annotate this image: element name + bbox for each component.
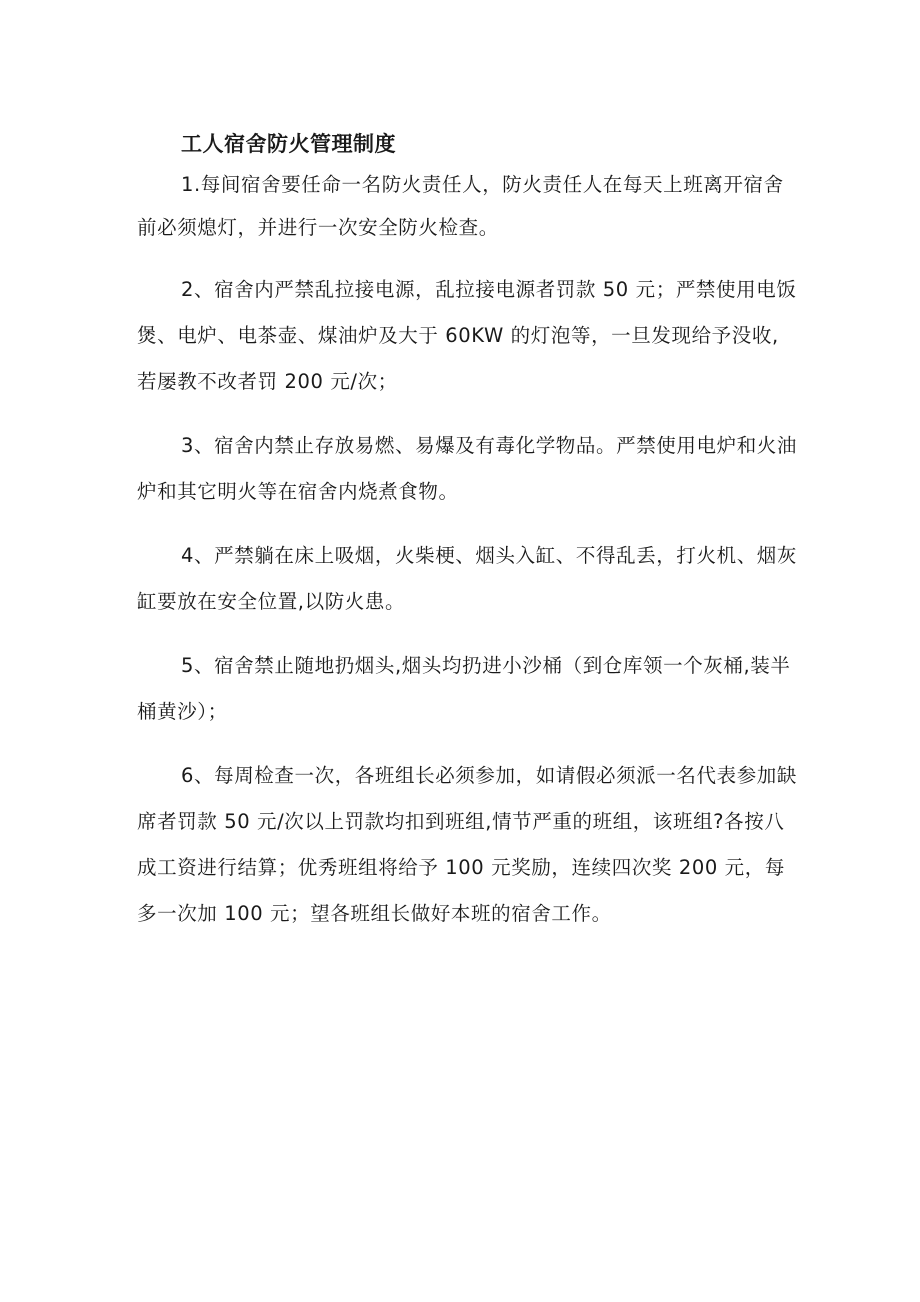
rule-paragraph-1: 1.每间宿舍要任命一名防火责任人，防火责任人在每天上班离开宿舍前必须熄灯，并进行一次安全防火检查。 xyxy=(137,173,784,239)
rule-paragraph-3: 3、宿舍内禁止存放易燃、易爆及有毒化学物品。严禁使用电炉和火油炉和其它明火等在宿舍内烧煮食物。 xyxy=(137,434,798,503)
rule-paragraph-4: 4、严禁躺在床上吸烟，火柴梗、烟头入缸、不得乱丢，打火机、烟灰缸要放在安全位置,以防火患。 xyxy=(137,544,798,613)
document-body xyxy=(137,128,797,955)
rule-paragraph-2: 2、宿舍内严禁乱拉接电源，乱拉接电源者罚款 50 元；严禁使用电饭煲、电炉、电茶壶、煤油炉及大于 60KW 的灯泡等，一旦发现给予没收,若屡教不改者罚 200 元/次； xyxy=(137,278,797,393)
document-title: 工人宿舍防火管理制度 xyxy=(181,132,396,156)
rule-paragraph-6: 6、每周检查一次，各班组长必须参加，如请假必须派一名代表参加缺席者罚款 50 元/次以上罚款均扣到班组,情节严重的班组，该班组?各按八成工资进行结算；优秀班组将给予 100 元奖励，连续四次奖 200 元，每多一次加 100 元；望各班组长做好本班的宿舍工作。 xyxy=(137,764,798,925)
rule-paragraph-5: 5、宿舍禁止随地扔烟头,烟头均扔进小沙桶（到仓库领一个灰桶,装半桶黄沙）； xyxy=(137,654,791,723)
